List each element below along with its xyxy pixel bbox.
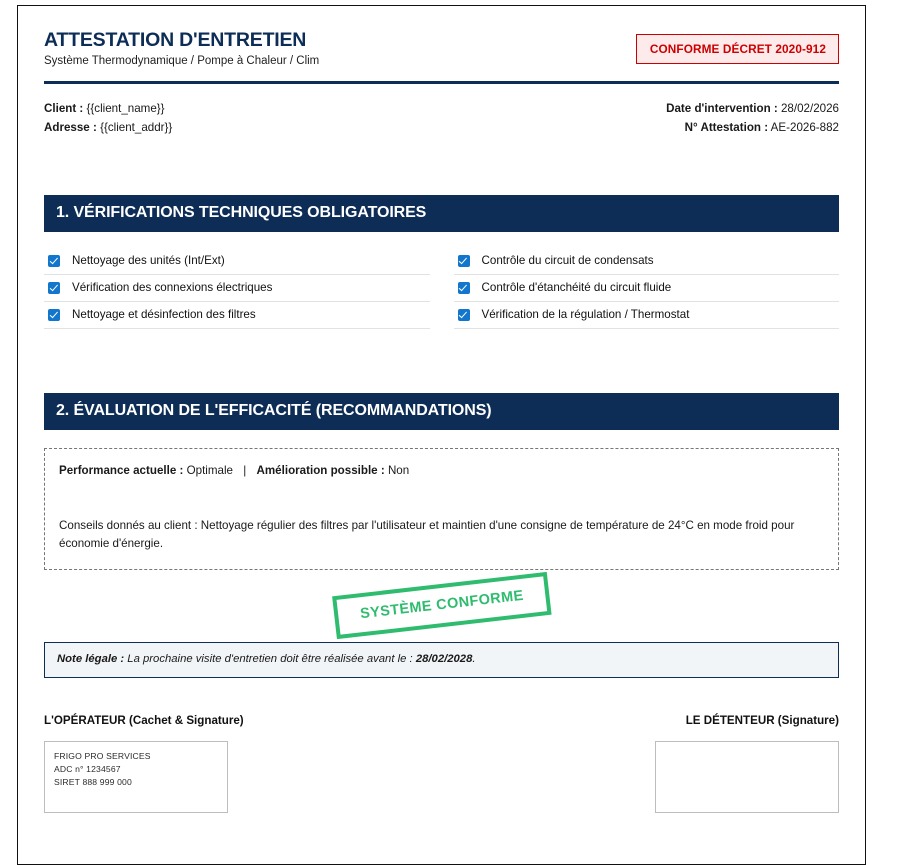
advice-text: Conseils donnés au client : Nettoyage régulier des filtres par l'utilisateur et maintien d'une consigne de température de 24°C en mode froid pour économie d'énergie. — [59, 518, 795, 550]
attestation-document-page — [17, 5, 866, 865]
checklist-item-label: Nettoyage et désinfection des filtres — [72, 308, 256, 322]
checklist-item-label: Nettoyage des unités (Int/Ext) — [72, 254, 225, 268]
legal-note — [44, 642, 839, 679]
legal-note-trailing: . — [472, 652, 476, 665]
checklist-item-label: Contrôle d'étanchéité du circuit fluide — [481, 281, 672, 295]
operator-siret-number: SIRET 888 999 000 — [54, 777, 132, 788]
address-value: {{client_addr}} — [100, 120, 173, 134]
holder-signature-heading: LE DÉTENTEUR (Signature) — [685, 714, 839, 728]
checkbox-checked-icon[interactable] — [458, 282, 470, 294]
stamp-area — [44, 570, 839, 642]
checklist-item-label: Vérification de la régulation / Thermostat — [481, 308, 690, 322]
client-line — [44, 100, 172, 119]
status-badge-conformity: CONFORME DÉCRET 2020-912 — [636, 34, 839, 64]
address-label: Adresse : — [44, 120, 97, 134]
client-info — [44, 100, 172, 138]
attestation-number-value: AE-2026-882 — [770, 120, 839, 134]
date-line — [666, 100, 839, 119]
page-subtitle: Système Thermodynamique / Pompe à Chaleur / Clim — [44, 55, 320, 68]
checkbox-checked-icon[interactable] — [458, 309, 470, 321]
page-title: ATTESTATION D'ENTRETIEN — [44, 29, 307, 51]
signature-headings — [44, 714, 839, 727]
client-value: {{client_name}} — [86, 101, 165, 115]
legal-note-label: Note légale : — [57, 652, 125, 665]
operator-stamp-box[interactable] — [44, 741, 228, 813]
checklist-item-label: Vérification des connexions électriques — [72, 281, 273, 295]
section-header-evaluation: 2. ÉVALUATION DE L'EFFICACITÉ (RECOMMANDATIONS) — [44, 393, 839, 430]
client-label: Client : — [44, 101, 84, 115]
checklist-column-left — [44, 248, 430, 329]
checklist-item[interactable] — [44, 275, 430, 302]
evaluation-box — [44, 448, 839, 569]
conformity-stamp: SYSTÈME CONFORME — [332, 571, 552, 638]
evaluation-separator: | — [243, 464, 247, 478]
legal-note-date: 28/02/2028 — [415, 652, 473, 665]
operator-company-name: FRIGO PRO SERVICES — [54, 751, 151, 762]
date-value: 28/02/2026 — [780, 101, 839, 115]
legal-note-text: La prochaine visite d'entretien doit être réalisée avant le : — [124, 652, 416, 665]
operator-adc-number: ADC n° 1234567 — [54, 764, 121, 775]
checklist-item[interactable] — [454, 302, 840, 329]
checkbox-checked-icon[interactable] — [458, 255, 470, 267]
checklist-item-label: Contrôle du circuit de condensats — [481, 254, 654, 268]
address-line — [44, 119, 172, 138]
date-label: Date d'intervention : — [666, 101, 778, 115]
improvement-label: Amélioration possible : — [256, 464, 385, 478]
attestation-number-line — [666, 119, 839, 138]
document-header — [44, 28, 839, 69]
checklist-item[interactable] — [44, 302, 430, 329]
performance-label: Performance actuelle : — [59, 464, 184, 478]
checklist-column-right — [454, 248, 840, 329]
header-divider — [44, 81, 839, 84]
improvement-value: Non — [387, 464, 410, 478]
section-header-verifications: 1. VÉRIFICATIONS TECHNIQUES OBLIGATOIRES — [44, 195, 839, 232]
signature-boxes — [44, 741, 839, 813]
checklist-item[interactable] — [454, 248, 840, 275]
title-block — [44, 28, 319, 69]
intervention-info — [666, 100, 839, 138]
checkbox-checked-icon[interactable] — [48, 309, 60, 321]
attestation-number-label: N° Attestation : — [684, 120, 769, 134]
checkbox-checked-icon[interactable] — [48, 282, 60, 294]
holder-signature-box[interactable] — [655, 741, 839, 813]
verification-checklist — [44, 248, 839, 329]
operator-signature-heading: L'OPÉRATEUR (Cachet & Signature) — [44, 714, 244, 728]
performance-value: Optimale — [186, 464, 234, 478]
evaluation-summary — [59, 463, 824, 479]
checklist-item[interactable] — [454, 275, 840, 302]
checklist-item[interactable] — [44, 248, 430, 275]
meta-information — [44, 100, 839, 138]
checkbox-checked-icon[interactable] — [48, 255, 60, 267]
